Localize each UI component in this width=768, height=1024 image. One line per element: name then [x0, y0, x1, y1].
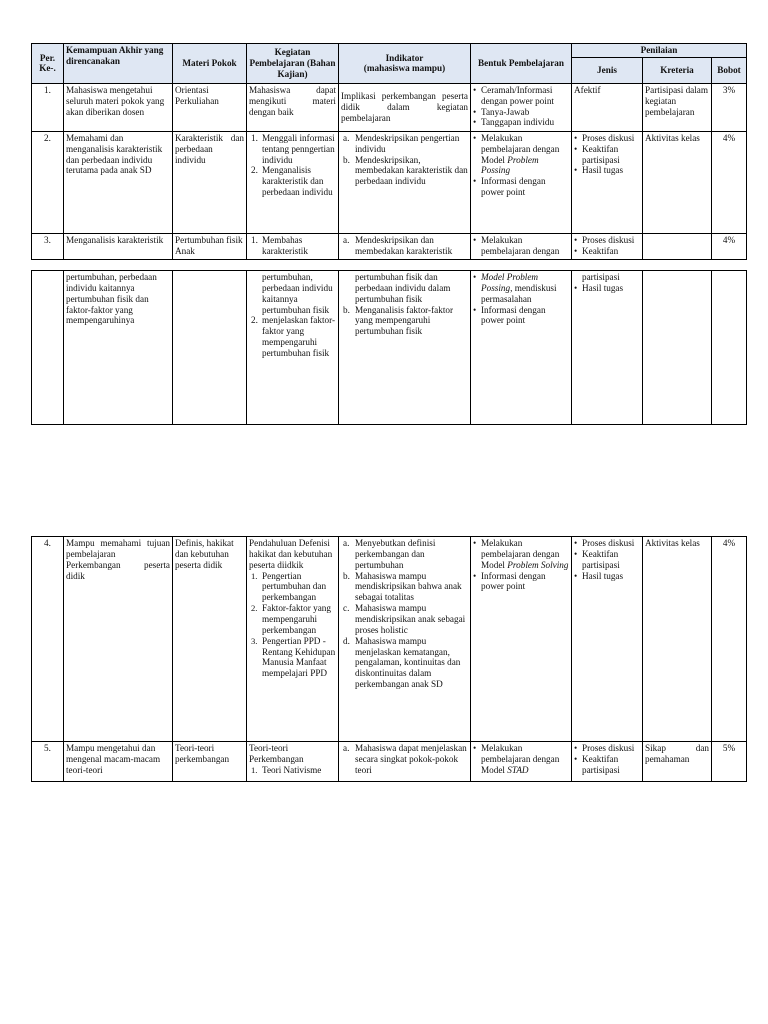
list-item: a. Mendeskripsikan pengertian individu [343, 132, 460, 154]
bentuk-cell [471, 83, 572, 131]
bobot-cell [712, 271, 747, 425]
jenis-cell [572, 537, 643, 742]
jenis-cell [572, 742, 643, 782]
list-item: • Informasi dengan power point [473, 305, 569, 327]
list-item: 2. Faktor-faktor yang mempengaruhi perkembangan [251, 603, 331, 635]
header-penilaian: Penilaian [572, 44, 747, 58]
header-indikator [339, 44, 471, 84]
kemampuan-cell: Memahami dan menganalisis karakteristik dan perbedaan individu terutama pada anak SD [64, 131, 173, 233]
bentuk-cell [471, 233, 572, 259]
table-row [32, 233, 747, 259]
indikator-cell [339, 537, 471, 742]
list-item: b. Mahasiswa mampu mendiskripsikan bahwa anak sebagai totalitas [343, 570, 462, 603]
list-item: • Tanggapan individu [473, 117, 569, 128]
list-item: • Melakukan pembelajaran dengan Model Problem Solving [473, 538, 569, 571]
row-number: 4. [32, 537, 64, 742]
header-kemampuan: Kemampuan Akhir yang direncanakan [64, 44, 173, 84]
header-jenis: Jenis [572, 57, 643, 83]
materi-cell: Teori-teori perkembangan [173, 742, 247, 782]
bobot-cell: 4% [712, 131, 747, 233]
kreteria-cell [643, 271, 712, 425]
bobot-cell: 5% [712, 742, 747, 782]
kegiatan-cell [247, 537, 339, 742]
header-materi: Materi Pokok [173, 44, 247, 84]
rps-table-page2 [31, 536, 747, 782]
materi-cell [173, 271, 247, 425]
indikator-cell: Implikasi perkembangan peserta didik dalam kegiatan pembelajaran [339, 83, 471, 131]
header-bentuk: Bentuk Pembelajaran [471, 44, 572, 84]
bentuk-cell [471, 131, 572, 233]
list-item: • Melakukan pembelajaran dengan [473, 235, 569, 257]
bobot-cell: 4% [712, 537, 747, 742]
bentuk-cell [471, 537, 572, 742]
kegiatan-cell: Mahasiswa dapat mengikuti materi dengan baik [247, 83, 339, 131]
list-item: • Model Problem Possing, mendiskusi permasalahan [473, 272, 569, 305]
list-item: • Hasil tugas [574, 283, 640, 294]
list-item: b. Mendeskripsikan, membedakan karakteristik dan perbedaan individu [343, 154, 468, 187]
indikator-cell [339, 131, 471, 233]
list-item: c. Mahasiswa mampu mendiskripsikan anak sebagai proses holistic [343, 603, 466, 635]
rps-table-page1 [31, 43, 747, 260]
table-row [32, 83, 747, 131]
indikator-cell [339, 742, 471, 782]
list-item: a. Mendeskripsikan dan membedakan karakteristik [343, 234, 453, 256]
header-kegiatan: Kegiatan Pembelajaran (Bahan Kajian) [247, 44, 339, 84]
kegiatan-intro: Pendahuluan Defenisi hakikat dan kebutuhan peserta diidkik [249, 538, 333, 570]
jenis-cell [572, 131, 643, 233]
list-item: • Proses diskusi [574, 743, 640, 754]
kemampuan-cell: Mampu memahami tujuan pembelajaran Perkembangan peserta didik [64, 537, 173, 742]
header-kreteria: Kreteria [643, 57, 712, 83]
indikator-cell [339, 271, 471, 425]
kreteria-cell [643, 233, 712, 259]
materi-cell: Karakteristik dan perbedaan individu [173, 131, 247, 233]
header-bobot: Bobot [712, 57, 747, 83]
list-item: 1. Menggali informasi tentang penngertian individu [251, 132, 335, 165]
kegiatan-cell [247, 131, 339, 233]
table-row [32, 131, 747, 233]
indikator-cell [339, 233, 471, 259]
list-item: • Keaktifan partisipasi [574, 549, 640, 571]
list-item: • Keaktifan [574, 246, 640, 257]
list-item: • Informasi dengan power point [473, 176, 569, 198]
bobot-cell: 3% [712, 83, 747, 131]
jenis-cell [572, 271, 643, 425]
list-item: 2. Menganalisis karakteristik dan perbedaan individu [251, 165, 333, 198]
list-item: 3. Pengertian PPD - Rentang Kehidupan Manusia Manfaat mempelajari PPD [251, 635, 336, 679]
kemampuan-cell: Mampu mengetahui dan mengenal macam-macam teori-teori [64, 742, 173, 782]
bobot-cell: 4% [712, 233, 747, 259]
materi-cell: Definis, hakikat dan kebutuhan peserta didik [173, 537, 247, 742]
header-indikator-sub: (mahasiswa mampu) [363, 63, 446, 74]
kemampuan-cell: Menganalisis karakteristik [64, 233, 173, 259]
kegiatan-cell [247, 742, 339, 782]
kreteria-cell: Sikap dan pemahaman [643, 742, 712, 782]
kegiatan-cell [247, 271, 339, 425]
row-number: 3. [32, 233, 64, 259]
list-item: 1. Membahas karakteristik [251, 234, 308, 256]
bentuk-cell [471, 742, 572, 782]
list-item: b. Menganalisis faktor-faktor yang mempengaruhi pertumbuhan fisik [343, 304, 454, 337]
list-item: • Keaktifan partisipasi [574, 144, 640, 166]
rps-table-continuation [31, 270, 747, 425]
jenis-cell: Afektif [572, 83, 643, 131]
materi-cell: Pertumbuhan fisik Anak [173, 233, 247, 259]
row-number: 2. [32, 131, 64, 233]
row-number: 1. [32, 83, 64, 131]
list-item: • Proses diskusi [574, 235, 640, 246]
kreteria-cell: Partisipasi dalam kegiatan pembelajaran [643, 83, 712, 131]
list-item: d. Mahasiswa mampu menjelaskan kematangan, pengalaman, kontinuitas dan diskontinuitas dalam perkembangan anak SD [343, 635, 461, 690]
list-item: pertumbuhan, perbedaan individu kaitannya pertumbuhan fisik [262, 272, 333, 315]
header-no: Per. Ke-. [32, 44, 64, 84]
materi-cell: Orientasi Perkuliahan [173, 83, 247, 131]
list-item: • Proses diskusi [574, 133, 640, 144]
list-item: • Keaktifan partisipasi [574, 754, 640, 776]
list-item: • Proses diskusi [574, 538, 640, 549]
table-row [32, 537, 747, 742]
jenis-cell [572, 233, 643, 259]
list-item: 2. menjelaskan faktor-faktor yang mempengaruhi pertumbuhan fisik [251, 315, 336, 359]
list-item: • Tanya-Jawab [473, 107, 569, 118]
header-indikator-title: Indikator [385, 52, 424, 63]
list-item: • Melakukan pembelajaran dengan Model Problem Possing [473, 133, 569, 176]
list-item: 1. Pengertian pertumbuhan dan perkembangan [251, 570, 327, 603]
table-row [32, 271, 747, 425]
row-number [32, 271, 64, 425]
row-number: 5. [32, 742, 64, 782]
list-item: a. Menyebutkan definisi perkembangan dan pertumbuhan [343, 538, 436, 570]
kegiatan-cell [247, 233, 339, 259]
list-item: • Informasi dengan power point [473, 571, 569, 593]
kemampuan-cell: Mahasiswa mengetahui seluruh materi pokok yang akan diberikan dosen [64, 83, 173, 131]
list-item: a. Mahasiswa dapat menjelaskan secara singkat pokok-pokok teori [343, 743, 467, 775]
list-item: pertumbuhan fisik dan perbedaan individu dalam pertumbuhan fisik [355, 272, 451, 304]
list-item: partisipasi [582, 272, 620, 282]
kreteria-cell: Aktivitas kelas [643, 131, 712, 233]
kreteria-cell: Aktivitas kelas [643, 537, 712, 742]
table-row [32, 742, 747, 782]
list-item: • Hasil tugas [574, 571, 640, 582]
list-item: • Ceramah/Informasi dengan power point [473, 85, 569, 107]
kemampuan-cell: pertumbuhan, perbedaan individu kaitannya pertumbuhan fisik dan faktor-faktor yang mempengaruhinya [64, 271, 173, 425]
list-item: • Melakukan pembelajaran dengan Model STAD [473, 743, 569, 776]
kegiatan-intro: Teori-teori Perkembangan [249, 743, 304, 764]
list-item: • Hasil tugas [574, 165, 640, 176]
list-item: 1. Teori Nativisme [251, 764, 322, 775]
bentuk-cell [471, 271, 572, 425]
